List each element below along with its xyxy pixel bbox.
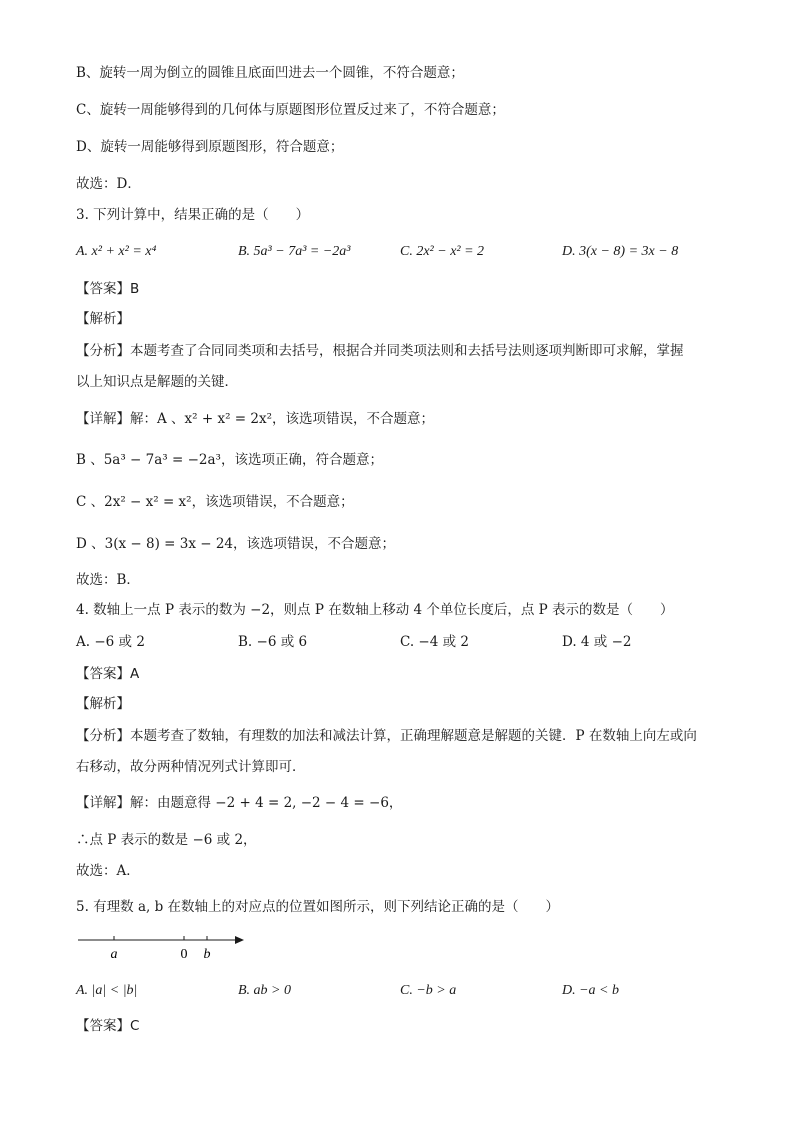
option-b: B. ab > 0 xyxy=(238,983,291,998)
analysis-text: 【分析】本题考查了合同同类项和去括号，根据合并同类项法则和去括号法则逐项判断即可求解，掌握 xyxy=(76,343,684,359)
text-line-c: C、旋转一周能够得到的几何体与原题图形位置反过来了，不符合题意； xyxy=(76,102,505,118)
question-5-options xyxy=(76,982,716,1000)
answer-label: 【答案】C xyxy=(76,1018,140,1034)
text-line-b: B、旋转一周为倒立的圆锥且底面凹进去一个圆锥，不符合题意； xyxy=(76,65,464,81)
option-c: C. 2x² − x² = 2 xyxy=(400,244,485,259)
option-a: A. x² + x² = x⁴ xyxy=(76,244,157,259)
option-d: D. 4 或 −2 xyxy=(562,634,632,650)
analysis-label: 【解析】 xyxy=(76,696,130,712)
question-4: 4. 数轴上一点 P 表示的数为 −2，则点 P 在数轴上移动 4 个单位长度后，点 P 表示的数是（ ） xyxy=(76,602,674,618)
analysis-text: 以上知识点是解题的关键． xyxy=(76,374,238,390)
analysis-label: 【解析】 xyxy=(76,311,130,327)
choose-text: 故选：A． xyxy=(76,863,140,879)
detail-text: 【详解】解：A 、x² + x² = 2x²，该选项错误，不合题意； xyxy=(76,411,434,427)
question-3-options xyxy=(76,243,716,261)
label-zero: 0 xyxy=(180,947,188,962)
answer-label: 【答案】B xyxy=(76,281,140,297)
option-d: D. −a < b xyxy=(562,983,620,998)
option-b: B. 5a³ − 7a³ = −2a³ xyxy=(238,244,351,259)
option-c: C. −4 或 2 xyxy=(400,634,470,650)
label-a: a xyxy=(110,947,118,962)
label-b: b xyxy=(203,947,211,962)
choose-text: 故选：B． xyxy=(76,572,140,588)
detail-text: ∴点 P 表示的数是 −6 或 2， xyxy=(76,832,257,848)
analysis-text: 右移动，故分两种情况列式计算即可． xyxy=(76,759,306,775)
detail-text: C 、2x² − x² = x²，该选项错误，不合题意； xyxy=(76,494,354,510)
answer-label: 【答案】A xyxy=(76,666,140,682)
option-a: A. −6 或 2 xyxy=(76,634,145,650)
option-a: A. |a| < |b| xyxy=(76,983,138,998)
question-5: 5. 有理数 a, b 在数轴上的对应点的位置如图所示，则下列结论正确的是（ ） xyxy=(76,899,560,915)
analysis-text: 【分析】本题考查了数轴，有理数的加法和减法计算，正确理解题意是解题的关键．P 在数轴上向左或向 xyxy=(76,728,697,744)
question-4-options xyxy=(76,633,716,651)
arrow-right-icon xyxy=(235,936,244,944)
option-d: D. 3(x − 8) = 3x − 8 xyxy=(562,244,679,259)
detail-text: D 、3(x − 8) = 3x − 24，该选项错误，不合题意； xyxy=(76,536,396,552)
option-c: C. −b > a xyxy=(400,983,457,998)
question-3: 3. 下列计算中，结果正确的是（ ） xyxy=(76,207,310,223)
text-line-d: D、旋转一周能够得到原题图形，符合题意； xyxy=(76,139,344,155)
number-line-figure xyxy=(76,930,256,966)
detail-text: 【详解】解：由题意得 −2 + 4 = 2, −2 − 4 = −6， xyxy=(76,795,403,811)
option-b: B. −6 或 6 xyxy=(238,634,308,650)
detail-text: B 、5a³ − 7a³ = −2a³，该选项正确，符合题意； xyxy=(76,452,383,468)
text-line-choose: 故选：D． xyxy=(76,176,141,192)
